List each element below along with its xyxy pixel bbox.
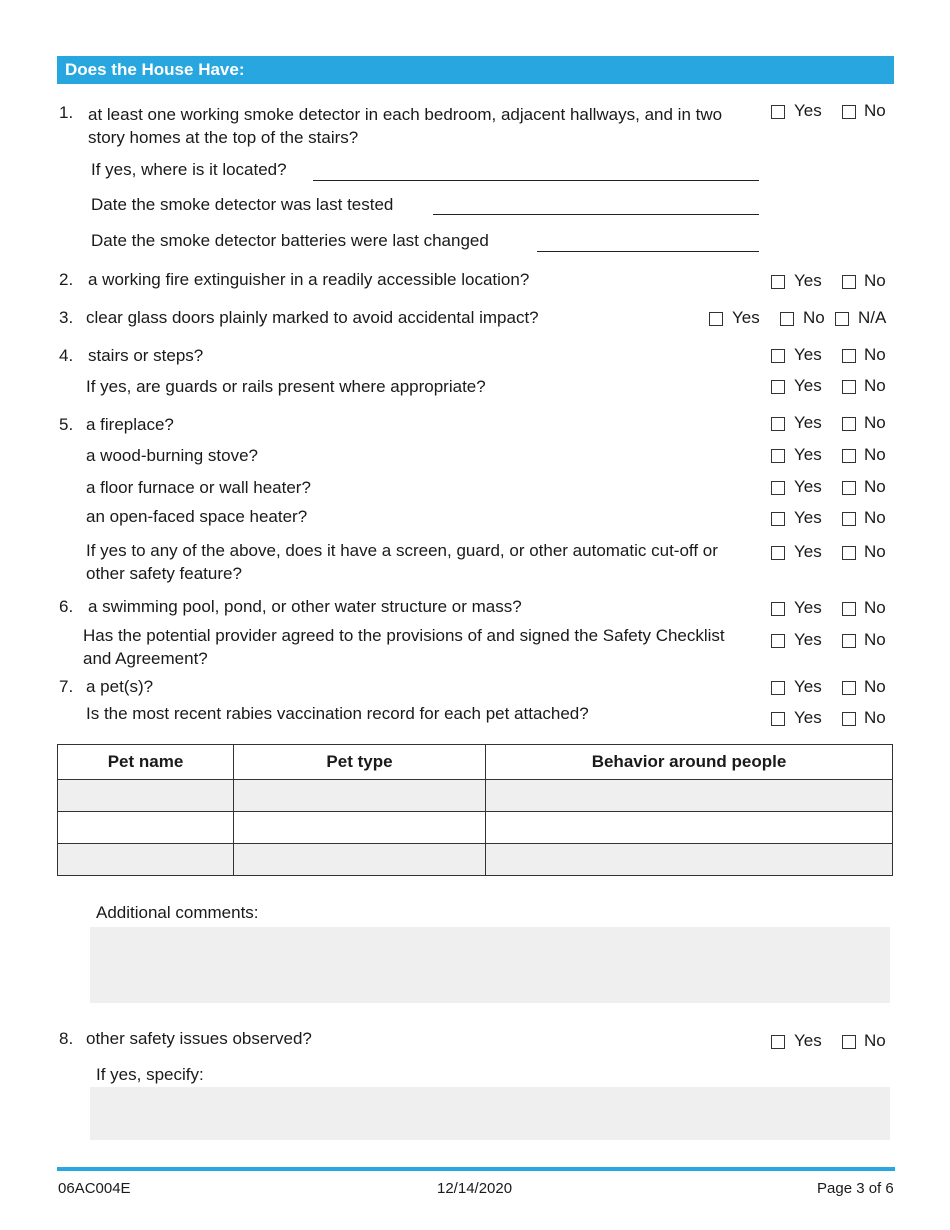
q5-heater-no-checkbox[interactable] [842, 512, 856, 526]
q5-safety-no-checkbox[interactable] [842, 546, 856, 560]
q1-number: 1. [59, 103, 74, 122]
q5-stove-no-label: No [864, 445, 886, 464]
pet-name-cell[interactable] [58, 780, 234, 812]
q7-number: 7. [59, 677, 74, 696]
q8-no-checkbox[interactable] [842, 1035, 856, 1049]
q4-sub-no-checkbox[interactable] [842, 380, 856, 394]
q8-yes-label: Yes [794, 1031, 822, 1050]
table-row [58, 844, 893, 876]
q1-text: at least one working smoke detector in each bedroom, adjacent hallways, and in two story homes at the top of the stairs? [88, 105, 723, 147]
q7-sub-no-checkbox[interactable] [842, 712, 856, 726]
q8-no-label: No [864, 1031, 886, 1050]
q1-yes-label: Yes [794, 101, 822, 120]
q8-specify-textarea[interactable] [90, 1087, 890, 1140]
q1-tested-label: Date the smoke detector was last tested [91, 195, 394, 214]
q6-number: 6. [59, 597, 74, 616]
pet-table-header [58, 745, 893, 780]
q5-furnace-text: a floor furnace or wall heater? [86, 478, 311, 497]
q4-no-label: No [864, 345, 886, 364]
q5-safety-no-label: No [864, 542, 886, 561]
pet-behavior-cell[interactable] [486, 780, 893, 812]
pet-type-header: Pet type [234, 745, 486, 780]
q5-furnace-yes-checkbox[interactable] [771, 481, 785, 495]
q1-no-label: No [864, 101, 886, 120]
q8-specify-label: If yes, specify: [96, 1065, 204, 1084]
q5-safety-yes-label: Yes [794, 542, 822, 561]
q4-yes-checkbox[interactable] [771, 349, 785, 363]
q6-no-checkbox[interactable] [842, 602, 856, 616]
pet-name-header: Pet name [58, 745, 234, 780]
footer-divider [57, 1167, 895, 1171]
pet-name-cell[interactable] [58, 812, 234, 844]
q3-na-label: N/A [858, 308, 887, 327]
q3-na-checkbox[interactable] [835, 312, 849, 326]
q5-fireplace-no-label: No [864, 413, 886, 432]
q1-location-field[interactable] [313, 180, 759, 181]
q6-sub-no-checkbox[interactable] [842, 634, 856, 648]
q6-text: a swimming pool, pond, or other water structure or mass? [88, 597, 522, 616]
q7-sub-no-label: No [864, 708, 886, 727]
q5-furnace-yes-label: Yes [794, 477, 822, 496]
q4-text: stairs or steps? [88, 346, 204, 365]
q7-yes-label: Yes [794, 677, 822, 696]
q6-sub-yes-checkbox[interactable] [771, 634, 785, 648]
q2-yes-checkbox[interactable] [771, 275, 785, 289]
table-row [58, 812, 893, 844]
q5-heater-text: an open-faced space heater? [86, 507, 308, 526]
q7-yes-checkbox[interactable] [771, 681, 785, 695]
pet-type-cell[interactable] [234, 844, 486, 876]
q6-sub-yes-label: Yes [794, 630, 822, 649]
q2-yes-label: Yes [794, 271, 822, 290]
q2-no-label: No [864, 271, 886, 290]
q1-location-label: If yes, where is it located? [91, 160, 287, 179]
q4-sub-text: If yes, are guards or rails present where appropriate? [86, 377, 486, 396]
q7-text: a pet(s)? [86, 677, 154, 696]
q4-sub-yes-checkbox[interactable] [771, 380, 785, 394]
q5-text: a fireplace? [86, 415, 174, 434]
q4-no-checkbox[interactable] [842, 349, 856, 363]
q6-yes-checkbox[interactable] [771, 602, 785, 616]
pet-behavior-cell[interactable] [486, 812, 893, 844]
q7-sub-yes-checkbox[interactable] [771, 712, 785, 726]
footer-form-id: 06AC004E [58, 1180, 131, 1197]
q5-safety-text: If yes to any of the above, does it have a screen, guard, or other automatic cut-off or other safety feature? [86, 541, 718, 583]
q7-sub-yes-label: Yes [794, 708, 822, 727]
q4-number: 4. [59, 346, 74, 365]
section-title: Does the House Have: [65, 60, 245, 79]
q2-number: 2. [59, 270, 74, 289]
q2-text: a working fire extinguisher in a readily accessible location? [88, 270, 530, 289]
q8-text: other safety issues observed? [86, 1029, 312, 1048]
q1-tested-field[interactable] [433, 214, 759, 215]
q5-number: 5. [59, 415, 74, 434]
q3-yes-label: Yes [732, 308, 760, 327]
pet-name-cell[interactable] [58, 844, 234, 876]
comments-textarea[interactable] [90, 927, 890, 1003]
comments-label: Additional comments: [96, 903, 259, 922]
table-row [58, 780, 893, 812]
q6-no-label: No [864, 598, 886, 617]
q1-no-checkbox[interactable] [842, 105, 856, 119]
q5-stove-no-checkbox[interactable] [842, 449, 856, 463]
q5-fireplace-yes-label: Yes [794, 413, 822, 432]
footer-page-number: Page 3 of 6 [817, 1180, 894, 1197]
q1-batteries-field[interactable] [537, 251, 759, 252]
q1-yes-checkbox[interactable] [771, 105, 785, 119]
q5-safety-yes-checkbox[interactable] [771, 546, 785, 560]
q2-no-checkbox[interactable] [842, 275, 856, 289]
pet-behavior-cell[interactable] [486, 844, 893, 876]
q3-number: 3. [59, 308, 74, 327]
pet-behavior-header: Behavior around people [486, 745, 893, 780]
pet-type-cell[interactable] [234, 780, 486, 812]
q5-heater-no-label: No [864, 508, 886, 527]
q7-sub-text: Is the most recent rabies vaccination record for each pet attached? [86, 704, 589, 723]
q6-sub-text: Has the potential provider agreed to the provisions of and signed the Safety Checklist and Agreement? [83, 626, 725, 668]
pet-table [57, 744, 893, 876]
q5-furnace-no-checkbox[interactable] [842, 481, 856, 495]
q5-heater-yes-checkbox[interactable] [771, 512, 785, 526]
section-header [57, 56, 894, 84]
q4-sub-no-label: No [864, 376, 886, 395]
q7-no-checkbox[interactable] [842, 681, 856, 695]
q1-batteries-label: Date the smoke detector batteries were last changed [91, 231, 489, 250]
pet-type-cell[interactable] [234, 812, 486, 844]
q3-no-label: No [803, 308, 825, 327]
q3-yes-checkbox[interactable] [709, 312, 723, 326]
q4-sub-yes-label: Yes [794, 376, 822, 395]
q4-yes-label: Yes [794, 345, 822, 364]
q8-yes-checkbox[interactable] [771, 1035, 785, 1049]
q8-number: 8. [59, 1029, 74, 1048]
q5-stove-yes-label: Yes [794, 445, 822, 464]
q6-yes-label: Yes [794, 598, 822, 617]
q3-text: clear glass doors plainly marked to avoid accidental impact? [86, 308, 539, 327]
q6-sub-no-label: No [864, 630, 886, 649]
q5-stove-yes-checkbox[interactable] [771, 449, 785, 463]
q7-no-label: No [864, 677, 886, 696]
q5-fireplace-yes-checkbox[interactable] [771, 417, 785, 431]
q3-no-checkbox[interactable] [780, 312, 794, 326]
footer-date: 12/14/2020 [437, 1180, 513, 1197]
q5-heater-yes-label: Yes [794, 508, 822, 527]
q5-furnace-no-label: No [864, 477, 886, 496]
q5-fireplace-no-checkbox[interactable] [842, 417, 856, 431]
q5-stove-text: a wood-burning stove? [86, 446, 259, 465]
